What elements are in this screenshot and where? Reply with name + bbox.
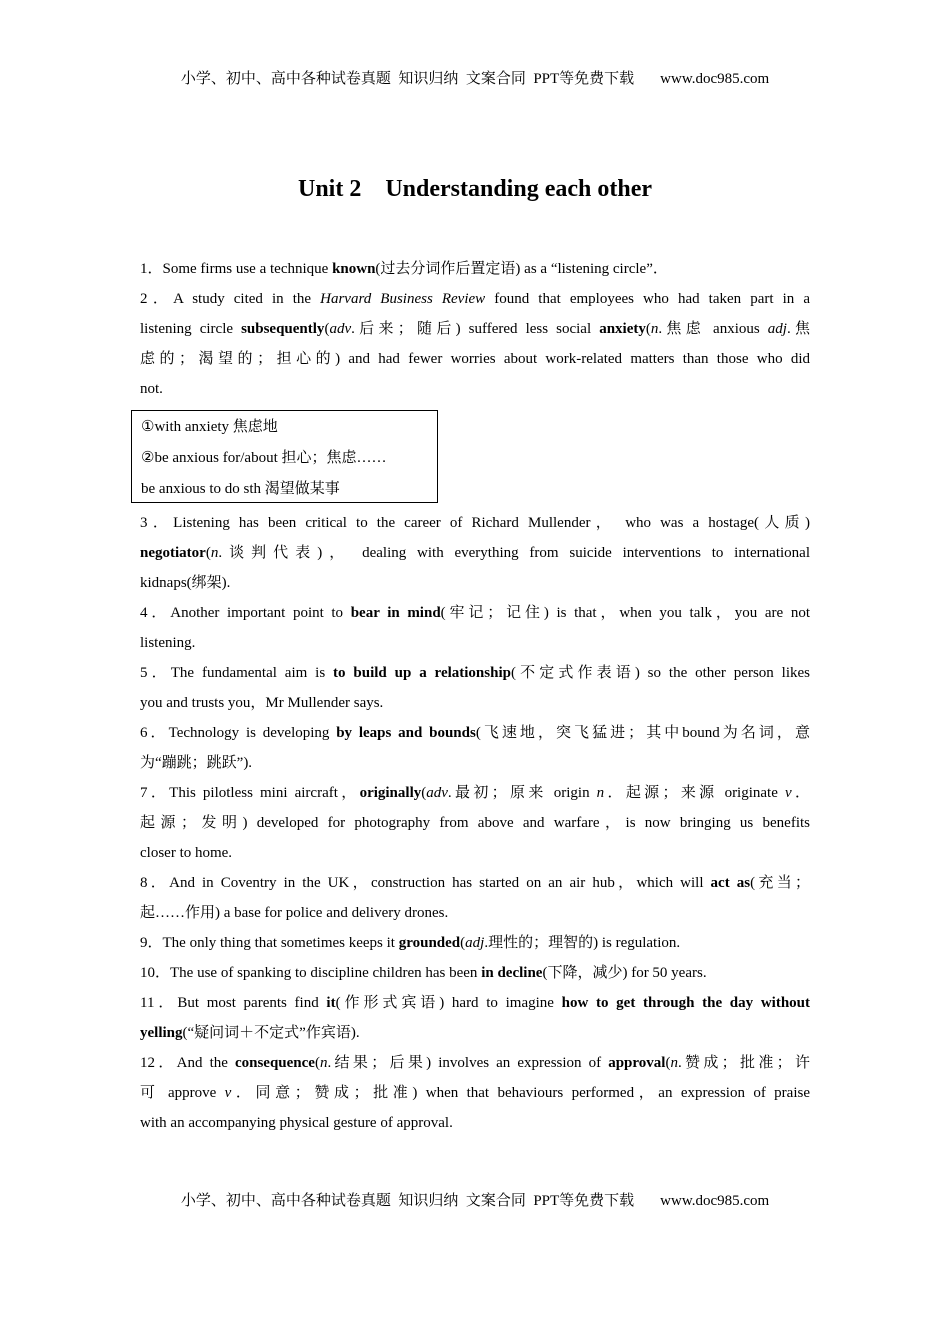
item-number: 7． xyxy=(140,785,170,801)
page-footer xyxy=(0,1191,950,1211)
note-line: ①with anxiety 焦虑地 xyxy=(141,419,278,435)
vocabulary-item xyxy=(140,779,810,869)
vocabulary-item xyxy=(140,509,810,599)
vocabulary-item xyxy=(140,929,810,959)
text-line: you and trusts you，Mr Mullender says. xyxy=(140,695,384,711)
text-line: with an accompanying physical gesture of approval. xyxy=(140,1115,453,1131)
item-number: 1． xyxy=(140,261,163,277)
key-phrase: it xyxy=(326,995,336,1011)
item-number: 2． xyxy=(140,291,174,307)
italic-term: adv xyxy=(329,321,352,337)
text-line: listening circle subsequently(adv.后来；随后) suffered less social anxiety(n.焦虑 anxious adj.焦 xyxy=(140,321,810,337)
item-number: 8． xyxy=(140,875,170,891)
header-url: www.doc985.com xyxy=(660,71,770,87)
key-phrase: subsequently xyxy=(241,321,325,337)
key-phrase: known xyxy=(332,261,376,277)
vocabulary-item xyxy=(140,285,810,405)
italic-term: Harvard Business Review xyxy=(320,291,486,307)
text-line: 9．The only thing that sometimes keeps it grounded(adj.理性的；理智的) is regulation. xyxy=(140,935,681,951)
text-line: 5．The fundamental aim is to build up a relationship(不定式作表语) so the other person likes xyxy=(140,665,810,681)
italic-term: adv xyxy=(426,785,448,801)
italic-term: n xyxy=(670,1055,678,1071)
vocabulary-item xyxy=(140,255,810,285)
text-line: 12．And the consequence(n.结果；后果) involves an expression of approval(n.赞成；批准；许 xyxy=(140,1055,810,1071)
vocabulary-item xyxy=(140,659,810,719)
header-text: 小学、初中、高中各种试卷真题 知识归纳 文案合同 PPT等免费下载 xyxy=(180,71,635,87)
text-line: 可 approve v．同意；赞成；批准) when that behaviours performed，an expression of praise xyxy=(140,1085,810,1101)
item-number: 12． xyxy=(140,1055,177,1071)
vocabulary-item xyxy=(140,1049,810,1139)
text-line: kidnaps(绑架). xyxy=(140,575,231,591)
text-line: 10．The use of spanking to discipline children has been in decline(下降，减少) for 50 years. xyxy=(140,965,707,981)
text-line: 1．Some firms use a technique known(过去分词作后置定语) as a “listening circle”． xyxy=(140,261,668,277)
vocabulary-item xyxy=(140,869,810,929)
note-box xyxy=(131,410,438,503)
italic-term: adj xyxy=(465,935,485,951)
key-phrase: yelling xyxy=(140,1025,183,1041)
key-phrase: how to get through the day without xyxy=(561,995,811,1011)
key-phrase: consequence xyxy=(234,1055,315,1071)
key-phrase: act as xyxy=(710,875,751,891)
text-line: listening. xyxy=(140,635,196,651)
text-line: 为“蹦跳；跳跃”). xyxy=(140,755,253,771)
key-phrase: originally xyxy=(359,785,422,801)
vocabulary-item xyxy=(140,719,810,779)
vocabulary-item xyxy=(140,989,810,1049)
item-number: 11． xyxy=(140,995,178,1011)
key-phrase: in decline xyxy=(481,965,543,981)
text-line: 起源；发明) developed for photography from above and warfare，is now bringing us benefits xyxy=(140,815,810,831)
italic-term: n xyxy=(210,545,219,561)
key-phrase: grounded xyxy=(398,935,461,951)
italic-term: n xyxy=(596,785,605,801)
text-line: 4．Another important point to bear in mind(牢记；记住) is that，when you talk，you are not xyxy=(140,605,810,621)
note-line: ②be anxious for/about 担心；焦虑…… xyxy=(141,450,387,466)
text-line: 虑的；渴望的；担心的) and had fewer worries about work-related matters than those who did xyxy=(140,351,810,367)
text-line: closer to home. xyxy=(140,845,233,861)
vocabulary-item xyxy=(140,599,810,659)
item-number: 10． xyxy=(140,965,171,981)
note-line: be anxious to do sth 渴望做某事 xyxy=(141,481,340,497)
text-line: 3．Listening has been critical to the career of Richard Mullender， who was a hostage(人质) xyxy=(140,515,810,531)
document-body xyxy=(140,255,810,1139)
text-line: 7．This pilotless mini aircraft，originally(adv.最初；原来 origin n．起源；来源 originate v． xyxy=(140,785,810,801)
vocabulary-list xyxy=(140,255,810,1139)
text-line: 8．And in Coventry in the UK，construction has started on an air hub，which will act as(充当； xyxy=(140,875,810,891)
item-number: 3． xyxy=(140,515,174,531)
text-line: 6．Technology is developing by leaps and bounds(飞速地，突飞猛进；其中bound为名词，意 xyxy=(140,725,810,741)
italic-term: v xyxy=(224,1085,232,1101)
footer-url: www.doc985.com xyxy=(660,1193,770,1209)
italic-term: n xyxy=(319,1055,328,1071)
item-number: 5． xyxy=(140,665,171,681)
text-line: 11．But most parents find it(作形式宾语) hard to imagine how to get through the day without xyxy=(140,995,811,1011)
key-phrase: anxiety xyxy=(599,321,646,337)
item-number: 9． xyxy=(140,935,163,951)
text-line: yelling(“疑问词＋不定式”作宾语). xyxy=(140,1025,360,1041)
page-header xyxy=(0,69,950,89)
text-line: not. xyxy=(140,381,163,397)
text-line: 起……作用) a base for police and delivery drones. xyxy=(140,905,449,921)
footer-text: 小学、初中、高中各种试卷真题 知识归纳 文案合同 PPT等免费下载 xyxy=(180,1193,635,1209)
item-number: 4． xyxy=(140,605,171,621)
vocabulary-item xyxy=(140,959,810,989)
item-number: 6． xyxy=(140,725,169,741)
document-title: Unit 2 Understanding each other xyxy=(297,176,652,202)
italic-term: adj xyxy=(767,321,787,337)
key-phrase: bear in mind xyxy=(350,605,441,621)
italic-term: v xyxy=(784,785,792,801)
text-line: negotiator(n.谈判代表)， dealing with everything from suicide interventions to international xyxy=(140,545,810,561)
key-phrase: approval xyxy=(608,1055,666,1071)
key-phrase: to build up a relationship xyxy=(333,665,511,681)
key-phrase: by leaps and bounds xyxy=(336,725,476,741)
text-line: 2．A study cited in the Harvard Business Review found that employees who had taken part in a xyxy=(140,291,810,307)
italic-term: n xyxy=(650,321,659,337)
key-phrase: negotiator xyxy=(140,545,206,561)
